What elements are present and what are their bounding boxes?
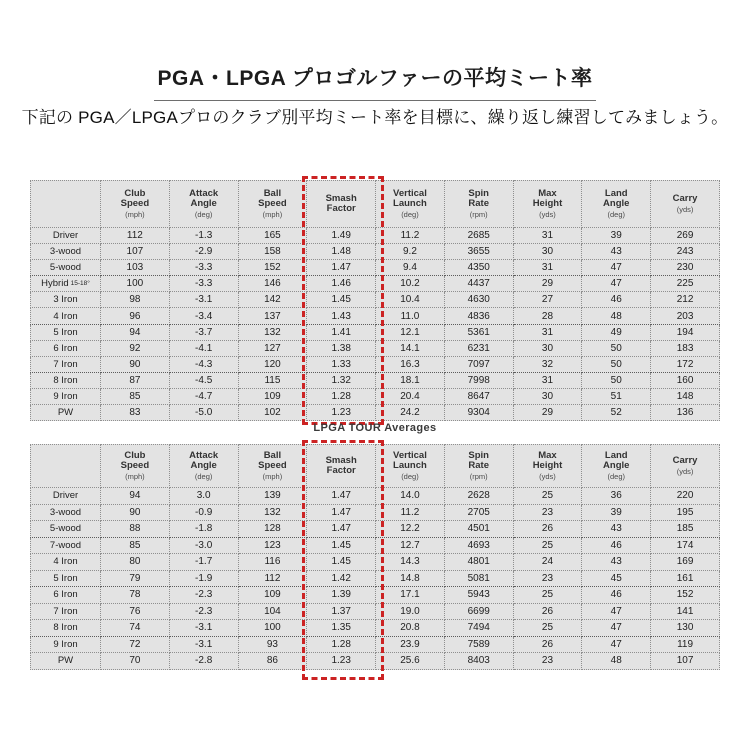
stat-cell: 169: [651, 554, 720, 571]
stat-cell: 49: [582, 324, 651, 340]
stat-cell: 158: [238, 244, 307, 260]
stat-cell: 4501: [444, 521, 513, 538]
stat-cell: 72: [101, 636, 170, 653]
stat-cell: 47: [582, 620, 651, 637]
club-column-header: [31, 181, 101, 228]
stat-cell: 100: [101, 276, 170, 292]
stat-cell: 83: [101, 405, 170, 421]
stat-cell: 85: [101, 388, 170, 404]
stat-cell: 31: [513, 228, 582, 244]
stat-cell: -2.8: [169, 653, 238, 670]
table-row: [31, 554, 720, 571]
stat-cell: 74: [101, 620, 170, 637]
club-name: PW: [31, 653, 101, 670]
header-row: [31, 445, 720, 488]
stat-cell: 46: [582, 537, 651, 554]
stat-cell: 36: [582, 488, 651, 505]
stat-cell: 8647: [444, 388, 513, 404]
stat-cell: 141: [651, 603, 720, 620]
table-row: [31, 276, 720, 292]
stat-cell: 120: [238, 356, 307, 372]
stat-cell: -4.5: [169, 372, 238, 388]
club-name: 5-wood: [31, 260, 101, 276]
stat-cell: 142: [238, 292, 307, 308]
pga-averages-table: [30, 180, 720, 421]
stat-cell: -2.3: [169, 587, 238, 604]
stat-cell: 7097: [444, 356, 513, 372]
stat-cell: 92: [101, 340, 170, 356]
title-wrap: [0, 62, 750, 101]
stat-cell: 50: [582, 340, 651, 356]
stat-cell: 1.45: [307, 292, 376, 308]
club-name: 7 Iron: [31, 356, 101, 372]
table-row: [31, 488, 720, 505]
stat-cell: -1.7: [169, 554, 238, 571]
stat-cell: 46: [582, 292, 651, 308]
stat-cell: 47: [582, 636, 651, 653]
stat-cell: 26: [513, 521, 582, 538]
stat-cell: 128: [238, 521, 307, 538]
stats-table: [30, 180, 720, 421]
stat-cell: 225: [651, 276, 720, 292]
club-name: 5 Iron: [31, 324, 101, 340]
stat-cell: 8403: [444, 653, 513, 670]
stat-cell: 79: [101, 570, 170, 587]
club-column-header: [31, 445, 101, 488]
stat-cell: 4437: [444, 276, 513, 292]
stat-cell: -4.7: [169, 388, 238, 404]
stat-cell: 11.2: [376, 228, 445, 244]
club-name: 3-wood: [31, 504, 101, 521]
column-header: Max Height (yds): [513, 181, 582, 228]
stat-cell: 25: [513, 620, 582, 637]
stat-cell: 112: [101, 228, 170, 244]
stat-cell: 30: [513, 340, 582, 356]
stat-cell: 96: [101, 308, 170, 324]
stat-cell: 46: [582, 587, 651, 604]
stat-cell: 130: [651, 620, 720, 637]
stat-cell: 9304: [444, 405, 513, 421]
stat-cell: 48: [582, 308, 651, 324]
stat-cell: 7998: [444, 372, 513, 388]
stat-cell: 174: [651, 537, 720, 554]
stat-cell: 23: [513, 504, 582, 521]
stat-cell: 12.2: [376, 521, 445, 538]
stat-cell: 26: [513, 636, 582, 653]
stat-cell: 1.39: [307, 587, 376, 604]
stat-cell: 50: [582, 356, 651, 372]
stat-cell: 11.2: [376, 504, 445, 521]
stat-cell: 47: [582, 276, 651, 292]
stat-cell: 1.45: [307, 554, 376, 571]
club-name: 7-wood: [31, 537, 101, 554]
stat-cell: 25: [513, 537, 582, 554]
stat-cell: 146: [238, 276, 307, 292]
table-row: [31, 636, 720, 653]
stat-cell: 12.7: [376, 537, 445, 554]
stat-cell: 12.1: [376, 324, 445, 340]
column-header: Vertical Launch (deg): [376, 445, 445, 488]
stat-cell: 25: [513, 587, 582, 604]
table-row: [31, 504, 720, 521]
table-row: [31, 521, 720, 538]
table-row: [31, 292, 720, 308]
stat-cell: -2.9: [169, 244, 238, 260]
stat-cell: 45: [582, 570, 651, 587]
stat-cell: 43: [582, 244, 651, 260]
stat-cell: 1.28: [307, 636, 376, 653]
stat-cell: 28: [513, 308, 582, 324]
stat-cell: 136: [651, 405, 720, 421]
stat-cell: 203: [651, 308, 720, 324]
stat-cell: 139: [238, 488, 307, 505]
stat-cell: -3.3: [169, 276, 238, 292]
stat-cell: 24.2: [376, 405, 445, 421]
stat-cell: 116: [238, 554, 307, 571]
stat-cell: 16.3: [376, 356, 445, 372]
stat-cell: 94: [101, 488, 170, 505]
stat-cell: 29: [513, 405, 582, 421]
stat-cell: 1.33: [307, 356, 376, 372]
table-row: [31, 620, 720, 637]
stat-cell: 103: [101, 260, 170, 276]
stat-cell: 1.28: [307, 388, 376, 404]
table-row: [31, 244, 720, 260]
stat-cell: 39: [582, 228, 651, 244]
stat-cell: 25: [513, 488, 582, 505]
stat-cell: 1.38: [307, 340, 376, 356]
stat-cell: 52: [582, 405, 651, 421]
stat-cell: 26: [513, 603, 582, 620]
table-row: [31, 653, 720, 670]
stat-cell: 93: [238, 636, 307, 653]
stat-cell: 100: [238, 620, 307, 637]
club-name: 5 Iron: [31, 570, 101, 587]
stat-cell: -1.9: [169, 570, 238, 587]
stat-cell: 23: [513, 653, 582, 670]
stat-cell: 220: [651, 488, 720, 505]
stat-cell: 14.8: [376, 570, 445, 587]
stat-cell: 43: [582, 554, 651, 571]
stat-cell: 80: [101, 554, 170, 571]
stat-cell: 19.0: [376, 603, 445, 620]
stat-cell: 30: [513, 244, 582, 260]
stat-cell: 1.49: [307, 228, 376, 244]
stat-cell: 87: [101, 372, 170, 388]
stat-cell: 47: [582, 260, 651, 276]
column-header: Club Speed (mph): [101, 181, 170, 228]
stat-cell: 14.1: [376, 340, 445, 356]
club-name: Driver: [31, 488, 101, 505]
stat-cell: 17.1: [376, 587, 445, 604]
club-name: 3 Iron: [31, 292, 101, 308]
table-row: [31, 388, 720, 404]
stat-cell: -3.1: [169, 636, 238, 653]
stat-cell: 48: [582, 653, 651, 670]
stat-cell: 7589: [444, 636, 513, 653]
stat-cell: -3.1: [169, 292, 238, 308]
stat-cell: 1.23: [307, 653, 376, 670]
stat-cell: 10.4: [376, 292, 445, 308]
stat-cell: 4693: [444, 537, 513, 554]
stat-cell: 1.23: [307, 405, 376, 421]
stat-cell: 9.2: [376, 244, 445, 260]
stat-cell: -3.1: [169, 620, 238, 637]
stat-cell: -2.3: [169, 603, 238, 620]
stat-cell: 6699: [444, 603, 513, 620]
stat-cell: 4350: [444, 260, 513, 276]
stat-cell: 86: [238, 653, 307, 670]
stat-cell: 90: [101, 504, 170, 521]
stat-cell: 183: [651, 340, 720, 356]
stat-cell: 132: [238, 324, 307, 340]
table-row: [31, 405, 720, 421]
stat-cell: 115: [238, 372, 307, 388]
stat-cell: -3.4: [169, 308, 238, 324]
club-name: 5-wood: [31, 521, 101, 538]
stat-cell: 32: [513, 356, 582, 372]
stat-cell: 29: [513, 276, 582, 292]
column-header: Ball Speed (mph): [238, 445, 307, 488]
stat-cell: 152: [238, 260, 307, 276]
header-row: [31, 181, 720, 228]
column-header: Club Speed (mph): [101, 445, 170, 488]
stat-cell: 27: [513, 292, 582, 308]
stat-cell: 1.32: [307, 372, 376, 388]
stat-cell: 194: [651, 324, 720, 340]
table-row: [31, 356, 720, 372]
stat-cell: 7494: [444, 620, 513, 637]
column-header: Carry (yds): [651, 181, 720, 228]
club-name: PW: [31, 405, 101, 421]
stat-cell: 107: [101, 244, 170, 260]
stat-cell: 1.47: [307, 260, 376, 276]
stat-cell: 20.4: [376, 388, 445, 404]
stat-cell: 1.47: [307, 504, 376, 521]
stat-cell: 212: [651, 292, 720, 308]
club-loft-suffix: 15-18°: [70, 280, 90, 288]
stat-cell: 4801: [444, 554, 513, 571]
club-name: 7 Iron: [31, 603, 101, 620]
column-header: Smash Factor: [307, 445, 376, 488]
stat-cell: -3.0: [169, 537, 238, 554]
stat-cell: 2628: [444, 488, 513, 505]
stat-cell: 76: [101, 603, 170, 620]
stat-cell: 70: [101, 653, 170, 670]
table-row: [31, 308, 720, 324]
stat-cell: 30: [513, 388, 582, 404]
table-row: [31, 570, 720, 587]
stat-cell: 23: [513, 570, 582, 587]
stat-cell: 161: [651, 570, 720, 587]
stat-cell: 6231: [444, 340, 513, 356]
stat-cell: 10.2: [376, 276, 445, 292]
column-header: Spin Rate (rpm): [444, 181, 513, 228]
column-header: Land Angle (deg): [582, 445, 651, 488]
table-row: [31, 603, 720, 620]
column-header: Vertical Launch (deg): [376, 181, 445, 228]
stat-cell: 5081: [444, 570, 513, 587]
stat-cell: 195: [651, 504, 720, 521]
stat-cell: -1.8: [169, 521, 238, 538]
stat-cell: 1.46: [307, 276, 376, 292]
club-name: 8 Iron: [31, 372, 101, 388]
stat-cell: 160: [651, 372, 720, 388]
stat-cell: 94: [101, 324, 170, 340]
club-name: 4 Iron: [31, 308, 101, 324]
stat-cell: 137: [238, 308, 307, 324]
column-header: Ball Speed (mph): [238, 181, 307, 228]
stat-cell: 1.41: [307, 324, 376, 340]
stats-table: [30, 444, 720, 670]
stat-cell: 2685: [444, 228, 513, 244]
stat-cell: 1.35: [307, 620, 376, 637]
stat-cell: 1.37: [307, 603, 376, 620]
stat-cell: 11.0: [376, 308, 445, 324]
stat-cell: 5361: [444, 324, 513, 340]
stat-cell: 39: [582, 504, 651, 521]
stat-cell: -3.7: [169, 324, 238, 340]
table-row: [31, 340, 720, 356]
stat-cell: 43: [582, 521, 651, 538]
stat-cell: 172: [651, 356, 720, 372]
column-header: Land Angle (deg): [582, 181, 651, 228]
stat-cell: 5943: [444, 587, 513, 604]
stat-cell: 85: [101, 537, 170, 554]
stat-cell: 243: [651, 244, 720, 260]
table-row: [31, 587, 720, 604]
table-row: [31, 537, 720, 554]
stat-cell: 112: [238, 570, 307, 587]
stat-cell: -5.0: [169, 405, 238, 421]
club-name: 8 Iron: [31, 620, 101, 637]
column-header: Attack Angle (deg): [169, 445, 238, 488]
stat-cell: 269: [651, 228, 720, 244]
stat-cell: 14.0: [376, 488, 445, 505]
stat-cell: 23.9: [376, 636, 445, 653]
stat-cell: 24: [513, 554, 582, 571]
stat-cell: 51: [582, 388, 651, 404]
stat-cell: 31: [513, 260, 582, 276]
stat-cell: -3.3: [169, 260, 238, 276]
stat-cell: -1.3: [169, 228, 238, 244]
stat-cell: 18.1: [376, 372, 445, 388]
stat-cell: 148: [651, 388, 720, 404]
club-name: 6 Iron: [31, 587, 101, 604]
stat-cell: 4836: [444, 308, 513, 324]
stat-cell: 31: [513, 372, 582, 388]
stat-cell: 3.0: [169, 488, 238, 505]
stat-cell: 2705: [444, 504, 513, 521]
page-subtitle: 下記の PGA／LPGAプロのクラブ別平均ミート率を目標に、繰り返し練習してみましょう。: [21, 108, 729, 127]
stat-cell: 1.45: [307, 537, 376, 554]
stat-cell: 109: [238, 388, 307, 404]
table-row: [31, 324, 720, 340]
stat-cell: 98: [101, 292, 170, 308]
stat-cell: 165: [238, 228, 307, 244]
club-name: 9 Iron: [31, 388, 101, 404]
stat-cell: 31: [513, 324, 582, 340]
stat-cell: -4.1: [169, 340, 238, 356]
club-name: 4 Iron: [31, 554, 101, 571]
stat-cell: -0.9: [169, 504, 238, 521]
stat-cell: 25.6: [376, 653, 445, 670]
stat-cell: 104: [238, 603, 307, 620]
lpga-averages-table: [30, 444, 720, 670]
stat-cell: 3655: [444, 244, 513, 260]
column-header: Smash Factor: [307, 181, 376, 228]
stat-cell: 132: [238, 504, 307, 521]
club-name: 6 Iron: [31, 340, 101, 356]
stat-cell: 88: [101, 521, 170, 538]
column-header: Max Height (yds): [513, 445, 582, 488]
stat-cell: 4630: [444, 292, 513, 308]
stat-cell: 90: [101, 356, 170, 372]
stat-cell: 20.8: [376, 620, 445, 637]
stat-cell: 50: [582, 372, 651, 388]
stat-cell: 78: [101, 587, 170, 604]
stat-cell: -4.3: [169, 356, 238, 372]
stat-cell: 152: [651, 587, 720, 604]
stat-cell: 123: [238, 537, 307, 554]
stat-cell: 102: [238, 405, 307, 421]
stat-cell: 119: [651, 636, 720, 653]
stat-cell: 47: [582, 603, 651, 620]
club-name: 3-wood: [31, 244, 101, 260]
stat-cell: 1.47: [307, 488, 376, 505]
club-name: Driver: [31, 228, 101, 244]
table-row: [31, 260, 720, 276]
column-header: Spin Rate (rpm): [444, 445, 513, 488]
stat-cell: 1.48: [307, 244, 376, 260]
stat-cell: 14.3: [376, 554, 445, 571]
table-row: [31, 228, 720, 244]
club-name: 9 Iron: [31, 636, 101, 653]
stat-cell: 9.4: [376, 260, 445, 276]
lpga-table-caption: LPGA TOUR Averages: [313, 422, 437, 434]
stat-cell: 1.43: [307, 308, 376, 324]
page-title: PGA・LPGA プロゴルファーの平均ミート率: [154, 62, 597, 101]
stat-cell: 127: [238, 340, 307, 356]
club-name: Hybrid 15-18°: [31, 276, 101, 292]
stat-cell: 109: [238, 587, 307, 604]
column-header: Carry (yds): [651, 445, 720, 488]
stat-cell: 185: [651, 521, 720, 538]
table-row: [31, 372, 720, 388]
stat-cell: 1.42: [307, 570, 376, 587]
stat-cell: 1.47: [307, 521, 376, 538]
stat-cell: 230: [651, 260, 720, 276]
column-header: Attack Angle (deg): [169, 181, 238, 228]
stat-cell: 107: [651, 653, 720, 670]
